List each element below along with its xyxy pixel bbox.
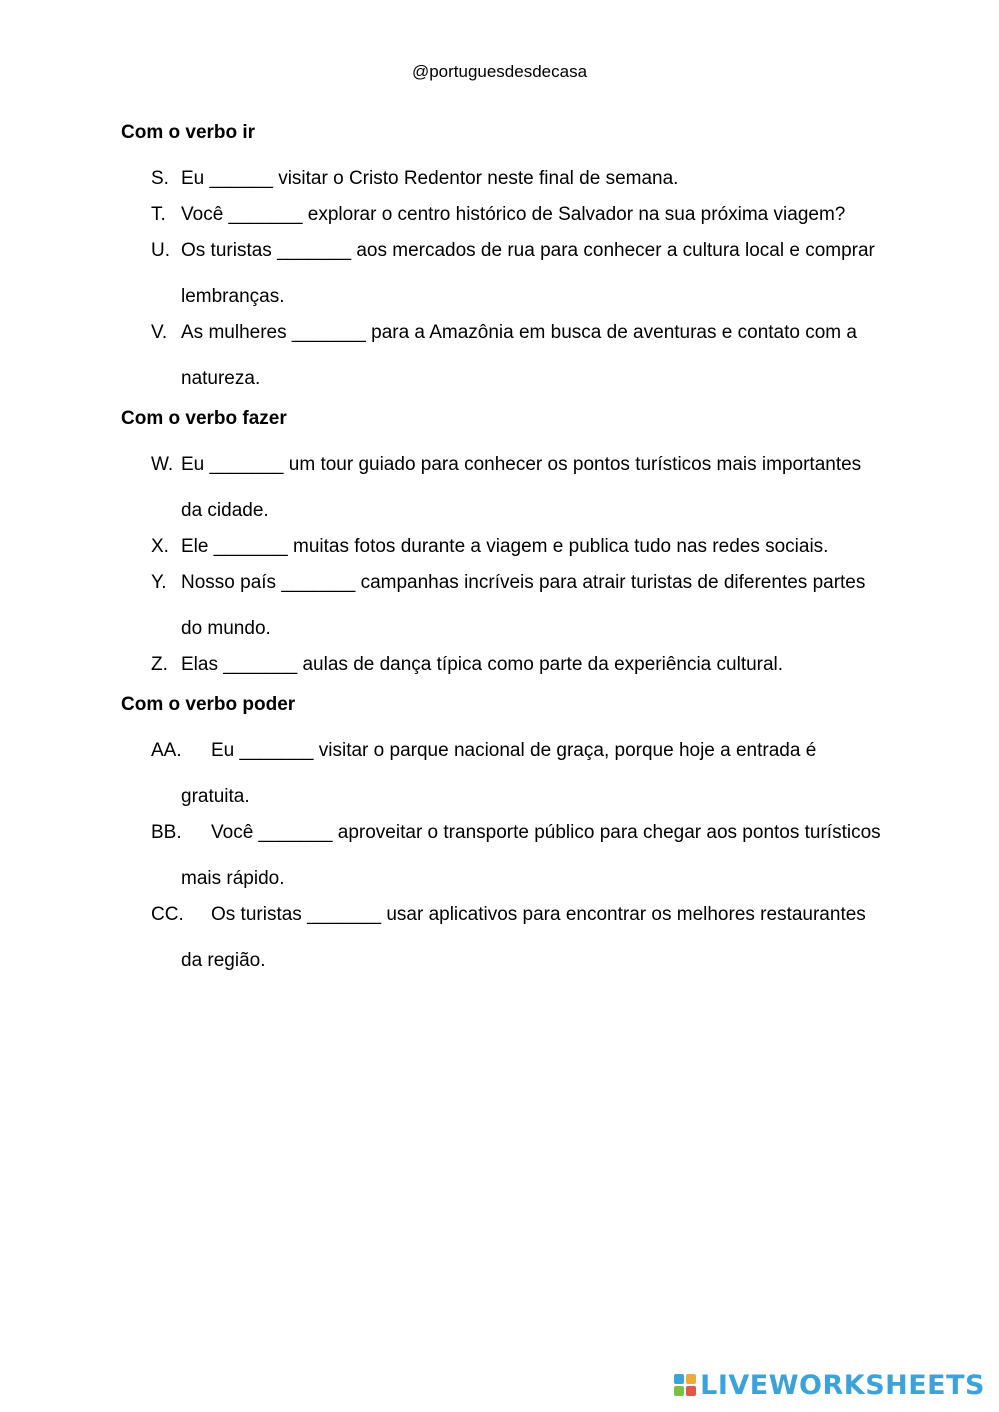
list-item bbox=[151, 560, 881, 652]
item-text: Nosso país _______ campanhas incríveis para atrair turistas de diferentes partes do mundo. bbox=[181, 572, 866, 639]
list-item bbox=[151, 728, 881, 820]
item-marker: AA. bbox=[151, 740, 182, 761]
logo-squares-icon bbox=[674, 1374, 696, 1396]
section-verbo-poder bbox=[0, 692, 999, 984]
list-item bbox=[151, 642, 881, 688]
list-item bbox=[151, 892, 881, 984]
section-heading: Com o verbo fazer bbox=[121, 408, 287, 429]
item-marker: V. bbox=[151, 322, 168, 343]
liveworksheets-logo[interactable] bbox=[674, 1370, 985, 1400]
item-text: Os turistas _______ usar aplicativos para encontrar os melhores restaurantes da região. bbox=[181, 904, 866, 971]
item-marker: U. bbox=[151, 240, 170, 261]
item-marker: Y. bbox=[151, 572, 167, 593]
item-text: Ele _______ muitas fotos durante a viagem e publica tudo nas redes sociais. bbox=[181, 536, 829, 557]
item-text: Você _______ aproveitar o transporte público para chegar aos pontos turísticos mais rápido. bbox=[181, 822, 881, 889]
list-item bbox=[151, 810, 881, 902]
logo-square bbox=[674, 1386, 684, 1396]
item-marker: X. bbox=[151, 536, 169, 557]
logo-square bbox=[686, 1374, 696, 1384]
item-text: Os turistas _______ aos mercados de rua para conhecer a cultura local e comprar lembranças. bbox=[181, 240, 875, 307]
item-marker: BB. bbox=[151, 822, 182, 843]
item-text: As mulheres _______ para a Amazônia em busca de aventuras e contato com a natureza. bbox=[181, 322, 857, 389]
item-text: Eu ______ visitar o Cristo Redentor neste final de semana. bbox=[181, 168, 679, 189]
page-header-handle: @portuguesdesdecasa bbox=[411, 62, 588, 81]
item-marker: W. bbox=[151, 454, 174, 475]
list-item bbox=[151, 228, 881, 320]
item-text: Você _______ explorar o centro histórico de Salvador na sua próxima viagem? bbox=[181, 204, 846, 225]
item-marker: S. bbox=[151, 168, 169, 189]
logo-text: LIVEWORKSHEETS bbox=[700, 1369, 985, 1401]
logo-square bbox=[674, 1374, 684, 1384]
worksheet-content bbox=[0, 120, 999, 984]
item-marker: CC. bbox=[151, 904, 184, 925]
list-item bbox=[151, 442, 881, 534]
item-text: Elas _______ aulas de dança típica como parte da experiência cultural. bbox=[181, 654, 784, 675]
item-marker: Z. bbox=[151, 654, 168, 675]
list-item bbox=[151, 310, 881, 402]
item-text: Eu _______ um tour guiado para conhecer os pontos turísticos mais importantes da cidade. bbox=[181, 454, 862, 521]
logo-square bbox=[686, 1386, 696, 1396]
section-heading: Com o verbo ir bbox=[121, 122, 256, 143]
item-text: Eu _______ visitar o parque nacional de graça, porque hoje a entrada é gratuita. bbox=[181, 740, 817, 807]
section-heading: Com o verbo poder bbox=[121, 694, 296, 715]
section-verbo-fazer bbox=[0, 406, 999, 688]
section-verbo-ir bbox=[0, 120, 999, 402]
item-marker: T. bbox=[151, 204, 166, 225]
